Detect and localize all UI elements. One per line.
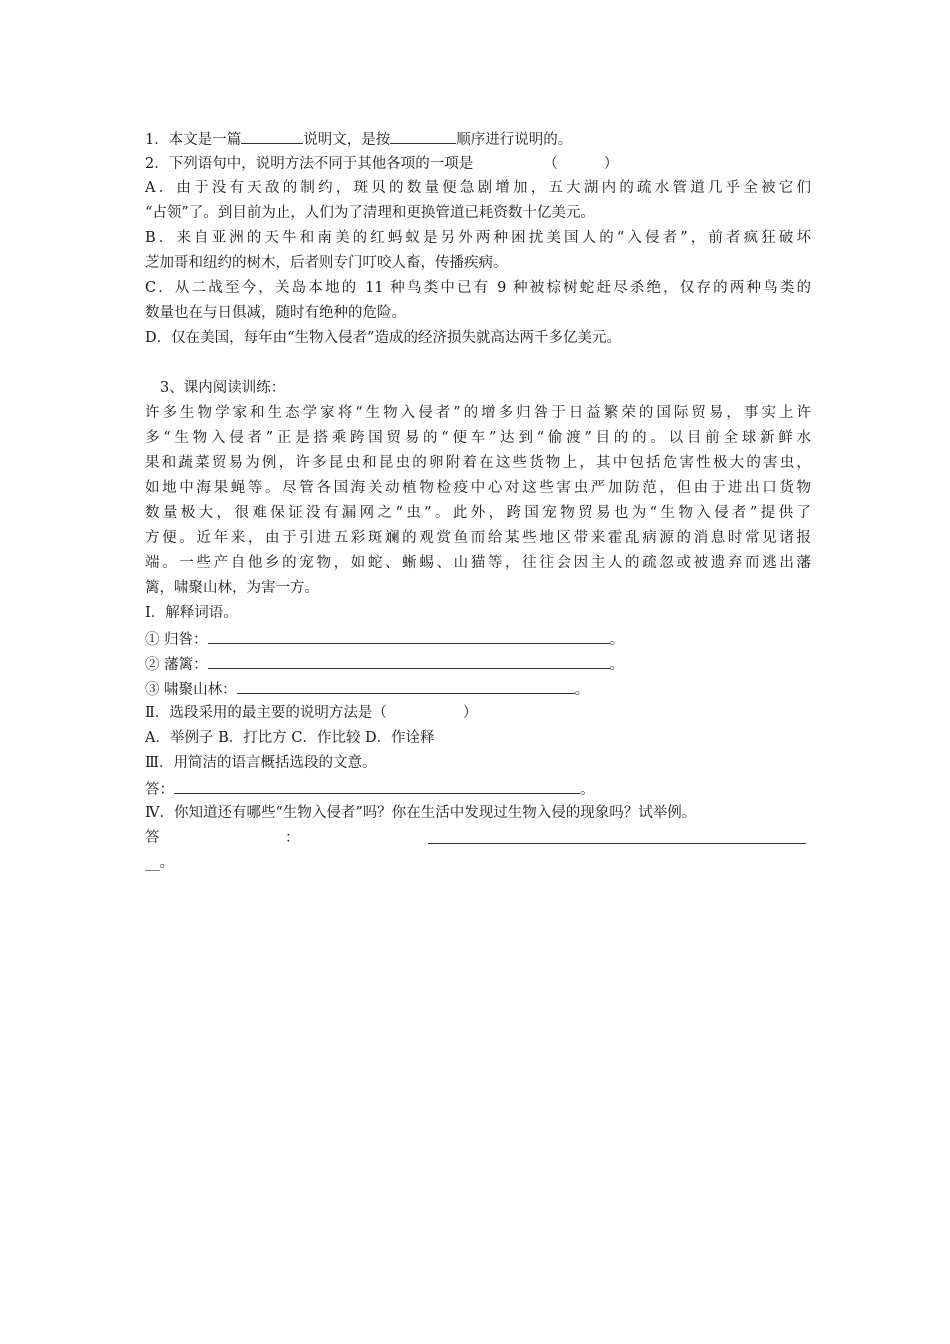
q2-option-a-line2: “占领”了。到目前为止，人们为了清理和更换管道已耗资数十亿美元。 bbox=[145, 205, 595, 221]
passage-line: 果和蔬菜贸易为例，许多昆虫和昆虫的卵附着在这些货物上，其中包括危害性极大的害虫， bbox=[145, 455, 811, 471]
term-1-label: ① 归咎： bbox=[145, 632, 208, 648]
term-3-row bbox=[145, 678, 589, 700]
q2-option-b-line1: B．来自亚洲的天牛和南美的红蚂蚁是另外两种困扰美国人的“入侵者”，前者疯狂破坏 bbox=[145, 230, 811, 246]
passage-line: 多“生物入侵者”正是搭乘跨国贸易的“便车”达到“偷渡”目的的。以目前全球新鲜水 bbox=[145, 430, 811, 446]
passage-line: 端。一些产自他乡的宠物，如蛇、蜥蜴、山猫等，往往会因主人的疏忽或被遗弃而逃出藩 bbox=[145, 555, 811, 571]
q1-text-part2: 说明文，是按 bbox=[303, 132, 391, 148]
sub3-answer-blank[interactable] bbox=[174, 778, 580, 794]
passage-line: 篱，啸聚山林，为害一方。 bbox=[145, 580, 319, 596]
sub4-answer-tail: __。 bbox=[145, 855, 174, 871]
sub3-heading: Ⅲ．用简洁的语言概括选段的文意。 bbox=[145, 755, 377, 771]
sub4-answer-blank-row bbox=[428, 828, 806, 850]
q1-text-part1: 1．本文是一篇 bbox=[145, 132, 242, 148]
sub4-answer-blank[interactable] bbox=[428, 828, 806, 844]
sub2-options: A．举例子 B．打比方 C．作比较 D．作诠释 bbox=[145, 730, 435, 746]
q2-option-c-line2: 数量也在与日俱减，随时有绝种的危险。 bbox=[145, 305, 406, 321]
q2-option-a-line1: A．由于没有天敌的制约，斑贝的数量便急剧增加，五大湖内的疏水管道几乎全被它们 bbox=[145, 180, 811, 196]
sub2-row bbox=[145, 703, 477, 723]
passage-line: 许多生物学家和生态学家将“生物入侵者”的增多归咎于日益繁荣的国际贸易，事实上许 bbox=[145, 405, 811, 421]
q2-option-c-line1: C．从二战至今，关岛本地的 11 种鸟类中已有 9 种被棕树蛇赶尽杀绝，仅存的两种鸟类的 bbox=[145, 280, 811, 296]
term-2-row bbox=[145, 653, 624, 675]
q1-blank-order[interactable] bbox=[390, 128, 456, 144]
q2-option-d: D．仅在美国，每年由“生物入侵者”造成的经济损失就高达两千多亿美元。 bbox=[145, 330, 621, 346]
term-2-label: ② 藩篱： bbox=[145, 657, 208, 673]
sub3-period: 。 bbox=[580, 782, 595, 798]
term-2-period: 。 bbox=[609, 657, 625, 673]
passage-line: 方便。近年来，由于引进五彩斑斓的观赏鱼而给某些地区带来霍乱病源的消息时常见诸报 bbox=[145, 530, 811, 546]
passage-line: 数量极大，很难保证没有漏网之“虫”。此外，跨国宠物贸易也为“生物入侵者”提供了 bbox=[145, 505, 811, 521]
q1-text-part3: 顺序进行说明的。 bbox=[456, 132, 573, 148]
passage-line: 如地中海果蝇等。尽管各国海关动植物检疫中心对这些害虫严加防范，但由于进出口货物 bbox=[145, 480, 811, 496]
term-3-label: ③ 啸聚山林： bbox=[145, 682, 237, 698]
term-3-answer-blank[interactable] bbox=[237, 678, 575, 694]
question-2-stem bbox=[145, 153, 618, 174]
sub4-answer-char: 答 bbox=[145, 830, 160, 846]
q2-paren-open: （ bbox=[543, 156, 558, 172]
sub1-heading: Ⅰ．解释词语。 bbox=[145, 605, 238, 621]
q2-answer-slot[interactable] bbox=[558, 153, 604, 168]
sub4-answer-colon: ： bbox=[285, 830, 300, 846]
q2-paren-close: ） bbox=[603, 156, 619, 172]
term-1-answer-blank[interactable] bbox=[208, 628, 610, 644]
q3-heading: 3、课内阅读训练： bbox=[160, 380, 286, 396]
sub4-heading: Ⅳ．你知道还有哪些“生物入侵者”吗？你在生活中发现过生物入侵的现象吗？试举例。 bbox=[145, 805, 697, 821]
sub2-stem: Ⅱ．选段采用的最主要的说明方法是（ bbox=[145, 705, 387, 721]
sub2-close: ） bbox=[462, 705, 478, 721]
sub3-answer-row bbox=[145, 778, 595, 800]
q2-stem-text: 2．下列语句中，说明方法不同于其他各项的一项是 bbox=[145, 156, 474, 172]
q1-blank-genre[interactable] bbox=[241, 128, 303, 144]
term-3-period: 。 bbox=[574, 682, 590, 698]
question-1 bbox=[145, 128, 572, 150]
sub3-answer-label: 答： bbox=[145, 782, 174, 798]
q2-option-b-line2: 芝加哥和纽约的树木，后者则专门叮咬人畜，传播疾病。 bbox=[145, 255, 508, 271]
term-2-answer-blank[interactable] bbox=[208, 653, 610, 669]
term-1-row bbox=[145, 628, 624, 650]
term-1-period: 。 bbox=[609, 632, 625, 648]
